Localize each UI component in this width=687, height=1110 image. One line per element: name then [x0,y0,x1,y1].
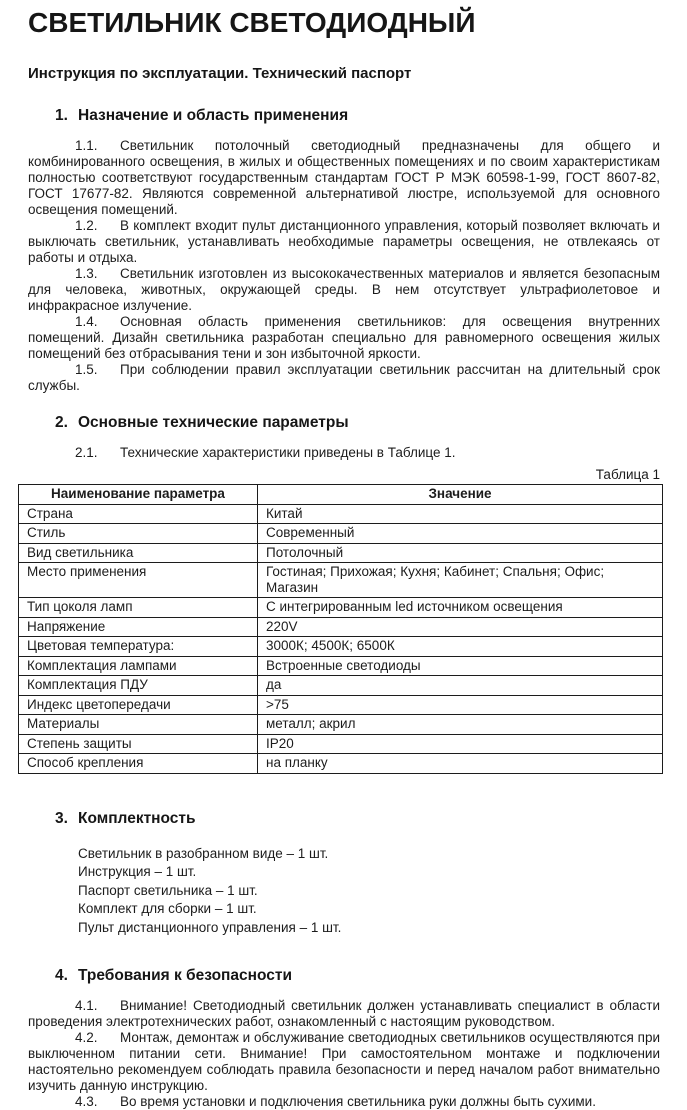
table-row [19,598,663,618]
section-3-number: 3. [55,809,68,827]
document-subtitle: Инструкция по эксплуатации. Технический паспорт [28,65,412,82]
section-2-body [28,445,660,461]
param-value: >75 [258,695,663,715]
paragraph-1-2: 1.2. В комплект входит пульт дистанционного управления, который позволяет включать и выключать светильник, устанавливать необходимые параметры освещения, не отвлекаясь от работы и отдыха. [28,218,660,265]
table-row [19,524,663,544]
param-value: 220V [258,617,663,637]
section-2-heading [55,414,660,432]
param-value: Современный [258,524,663,544]
page-title: СВЕТИЛЬНИК СВЕТОДИОДНЫЙ [28,7,476,38]
param-value: металл; акрил [258,715,663,735]
paragraph-1-5: 1.5. При соблюдении правил эксплуатации светильник рассчитан на длительный срок службы. [28,362,660,393]
paragraph-1-3: 1.3. Светильник изготовлен из высококачественных материалов и является безопасным для человека, животных, окружающей среды. В нем отсутствует ультрафиолетовое и инфракрасное излучение. [28,266,660,313]
section-2-title: Основные технические параметры [78,414,349,431]
param-value: да [258,676,663,696]
table-row [19,617,663,637]
table-row [19,656,663,676]
table-row [19,637,663,657]
list-item: Комплект для сборки – 1 шт. [78,901,257,916]
paragraph-4-2: 4.2. Монтаж, демонтаж и обслуживание светодиодных светильников осуществляются при выключенном питании сети. Внимание! При самостоятельном монтаже и подключении настоятельно рекомендуем соблюдать правила безопасности и перед началом работ внимательно изучить данную инструкцию. [28,1030,660,1093]
param-value: 3000К; 4500К; 6500К [258,637,663,657]
kit-contents-list [78,845,660,938]
param-name: Степень защиты [19,734,258,754]
param-name: Вид светильника [19,543,258,563]
table-row [19,504,663,524]
list-item: Светильник в разобранном виде – 1 шт. [78,845,329,861]
column-header-value: Значение [258,485,663,505]
table-row [19,695,663,715]
param-name: Способ крепления [19,754,258,774]
section-3-heading [55,810,660,828]
section-1-body [28,138,660,394]
param-name: Комплектация ПДУ [19,676,258,696]
param-value: Гостиная; Прихожая; Кухня; Кабинет; Спальня; Офис; Магазин [258,563,663,598]
param-value: Китай [258,504,663,524]
paragraph-4-3: 4.3. Во время установки и подключения светильника руки должны быть сухими. [75,1094,596,1109]
paragraph-2-1: 2.1. Технические характеристики приведены в Таблице 1. [75,445,456,460]
table-row [19,715,663,735]
param-value: С интегрированным led источником освещения [258,598,663,618]
table-row [19,543,663,563]
paragraph-1-1: 1.1. Светильник потолочный светодиодный предназначены для общего и комбинированного освещения, в жилых и общественных помещениях и по своим характеристикам полностью соответствуют государственным стандартам ГОСТ Р МЭК 60598-1-99, ГОСТ 8607-82, ГОСТ 17677-82. Являются современной альтернативой люстре, используемой для основного освещения помещений. [28,138,660,217]
paragraph-4-1: 4.1. Внимание! Светодиодный светильник должен устанавливать специалист в области проведения электротехнических работ, ознакомленный с настоящим руководством. [28,998,660,1029]
table-row [19,676,663,696]
section-1-heading [55,107,660,125]
paragraph-1-4: 1.4. Основная область применения светильников: для освещения внутренних помещений. Дизайн светильника разработан специально для равномерного освещения жилых помещений без отбрасывания тени и зон избыточной яркости. [28,314,660,361]
section-1-title: Назначение и область применения [78,107,349,124]
param-value: IP20 [258,734,663,754]
param-value: на планку [258,754,663,774]
param-value: Потолочный [258,543,663,563]
section-4-number: 4. [55,967,68,984]
section-2-number: 2. [55,414,68,431]
section-4-title: Требования к безопасности [78,967,293,984]
table-row [19,563,663,598]
list-item: Пульт дистанционного управления – 1 шт. [78,919,342,935]
parameters-table [18,484,663,774]
param-name: Тип цоколя ламп [19,598,258,618]
table-row [19,734,663,754]
column-header-parameter: Наименование параметра [19,485,258,505]
param-name: Индекс цветопередачи [19,695,258,715]
section-1-number: 1. [55,107,68,124]
section-3-title: Комплектность [78,809,196,827]
param-name: Напряжение [19,617,258,637]
param-name: Стиль [19,524,258,544]
list-item: Инструкция – 1 шт. [78,864,197,879]
list-item: Паспорт светильника – 1 шт. [78,882,258,898]
param-name: Страна [19,504,258,524]
section-4-body [28,998,660,1110]
table-header-row [19,485,663,505]
table-row [19,754,663,774]
param-value: Встроенные светодиоды [258,656,663,676]
param-name: Место применения [19,563,258,598]
table-caption: Таблица 1 [595,467,660,482]
param-name: Материалы [19,715,258,735]
param-name: Цветовая температура: [19,637,258,657]
param-name: Комплектация лампами [19,656,258,676]
